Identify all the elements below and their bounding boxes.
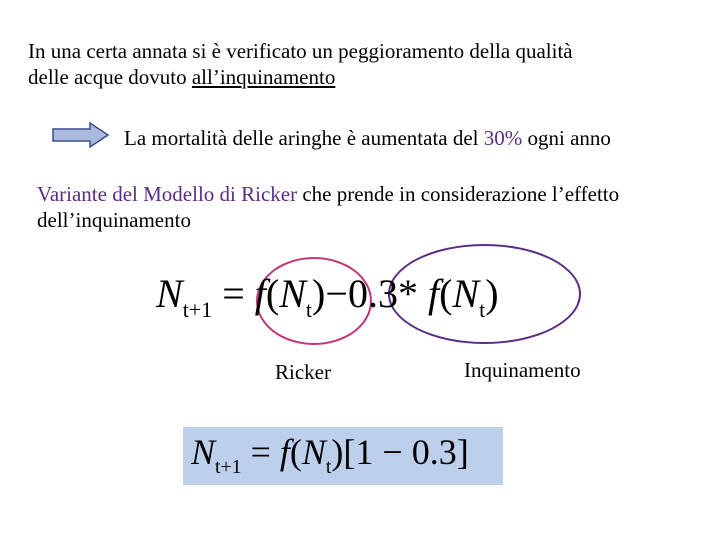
ricker-label: Ricker [275, 360, 331, 384]
intro-line-1: In una certa annata si è verificato un peggioramento della qualità [28, 39, 573, 63]
inquinamento-label: Inquinamento [464, 358, 581, 382]
eq1-f2: f [427, 271, 440, 316]
eq1-open: ( [265, 271, 280, 316]
intro-paragraph [28, 38, 573, 90]
mortality-note-suffix: ogni anno [522, 126, 611, 150]
eq2-lhs-var: N [191, 432, 216, 472]
eq2-var: N [301, 432, 326, 472]
intro-line-2 [28, 64, 573, 90]
variant-line-1-rest: che prende in considerazione l’effetto [297, 182, 620, 206]
equation-ricker-pollution [156, 270, 499, 324]
eq1-lhs-sub: t+1 [182, 296, 213, 322]
eq1-minus: − [325, 271, 348, 316]
mortality-note [124, 125, 611, 151]
eq2-sub: t [325, 455, 332, 478]
eq1-equals: = [222, 271, 245, 316]
intro-underlined-text: all’inquinamento [191, 65, 336, 89]
eq1-lhs-var: N [156, 271, 183, 316]
eq2-equals: = [250, 432, 271, 472]
variant-highlight: Variante del Modello di Ricker [37, 182, 298, 206]
variant-paragraph [37, 181, 619, 233]
eq2-close: ) [331, 432, 344, 472]
eq1-close2: ) [485, 271, 499, 316]
right-arrow-icon [52, 121, 110, 149]
variant-line-1 [37, 181, 619, 207]
intro-line-2-prefix: delle acque dovuto [28, 65, 192, 89]
eq1-f: f [254, 271, 266, 316]
variant-line-2: dell’inquinamento [37, 208, 191, 232]
eq2-bracket-expr: [1 − 0.3] [343, 432, 469, 472]
eq1-sub: t [305, 296, 313, 322]
eq1-sub2: t [479, 296, 486, 322]
equation-simplified [191, 430, 469, 480]
eq1-var2: N [452, 271, 480, 316]
eq1-open2: ( [439, 271, 453, 316]
eq1-coef: 0.3* [347, 271, 418, 316]
mortality-note-prefix: La mortalità delle aringhe è aumentata del [124, 126, 484, 150]
eq1-close: ) [312, 271, 326, 316]
eq1-var: N [279, 271, 306, 316]
eq2-lhs-sub: t+1 [215, 455, 242, 478]
eq2-open: ( [289, 432, 302, 472]
mortality-percent: 30% [483, 126, 523, 150]
eq2-f: f [279, 432, 290, 472]
